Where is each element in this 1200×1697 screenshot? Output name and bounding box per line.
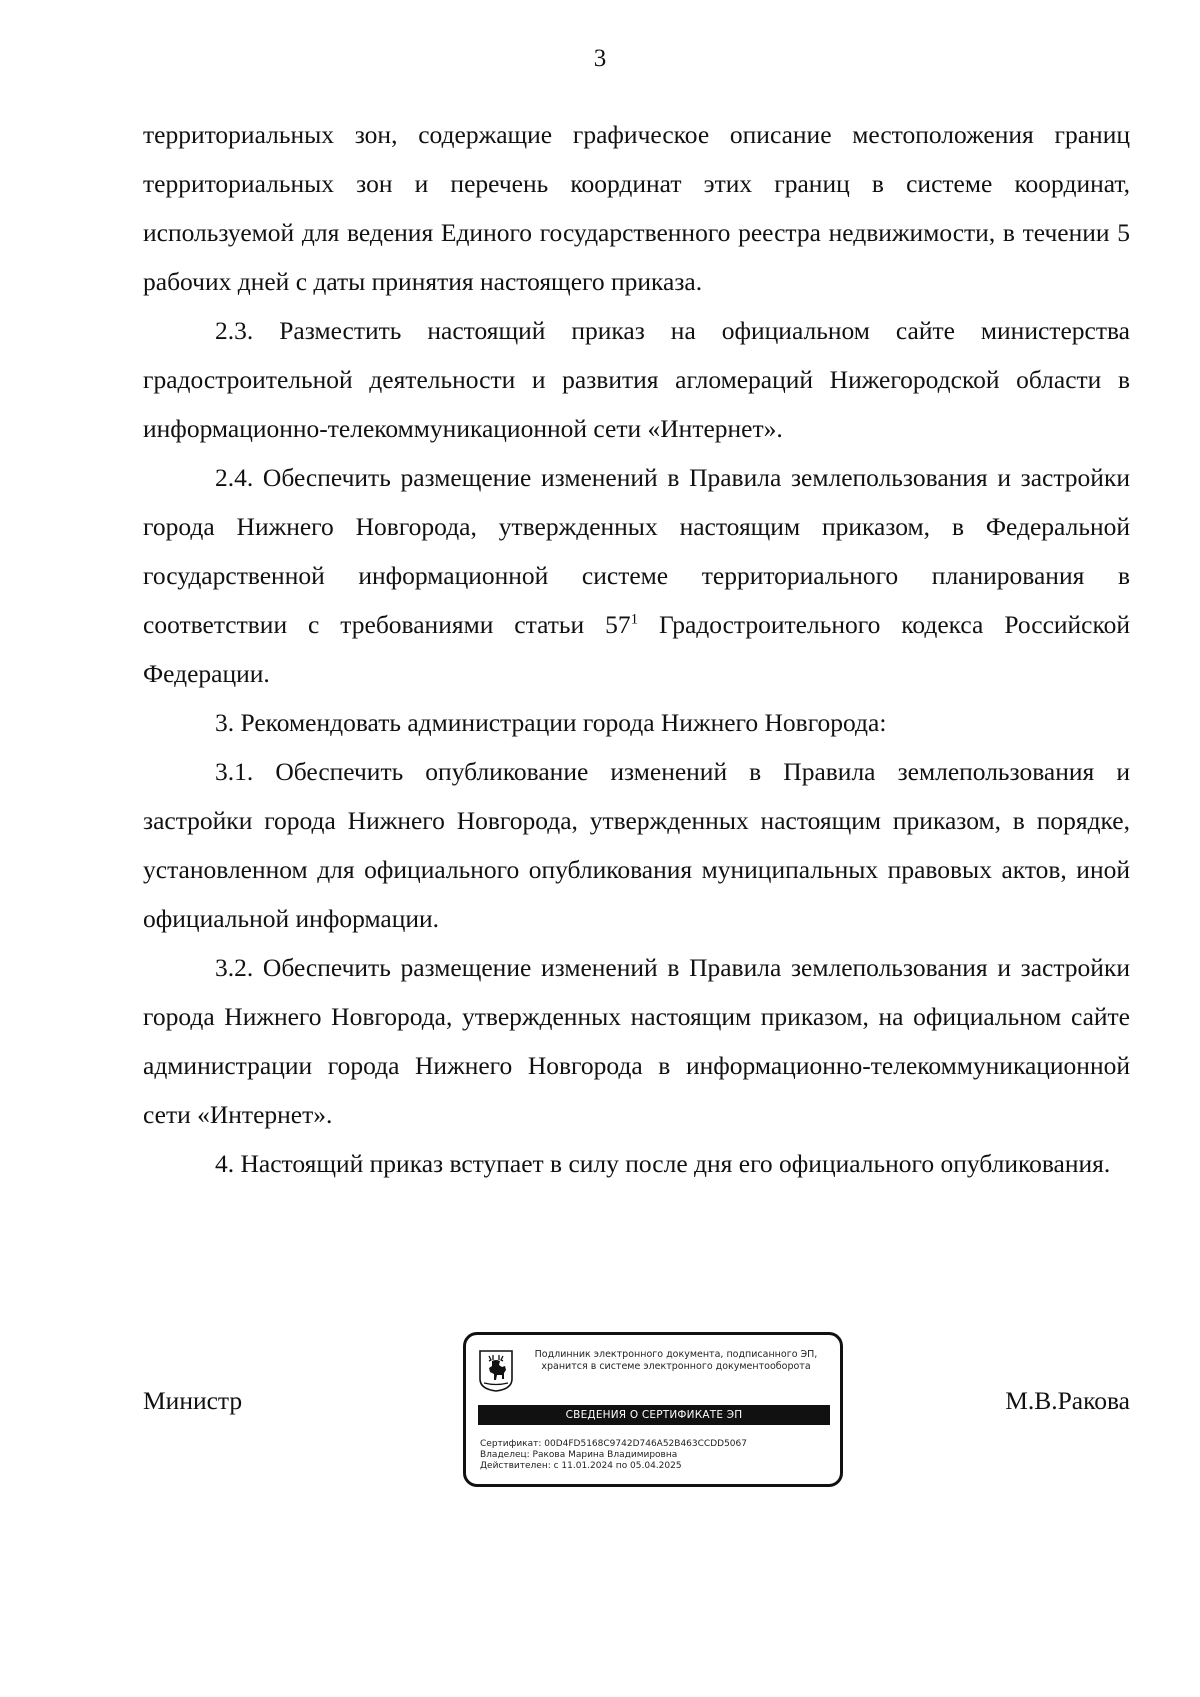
stamp-header — [518, 1349, 834, 1373]
certificate-number: Сертификат: 00D4FD5168C9742D746A52B463CCDD5067 — [480, 1439, 747, 1449]
signature-block — [143, 1332, 1130, 1532]
certificate-info-bar: СВЕДЕНИЯ О СЕРТИФИКАТЕ ЭП — [478, 1405, 830, 1425]
deer-emblem-icon — [478, 1349, 514, 1393]
stamp-header-line2: хранится в системе электронного документооборота — [541, 1361, 811, 1372]
stamp-header-line1: Подлинник электронного документа, подписанного ЭП, — [534, 1349, 818, 1360]
paragraph-2-4 — [143, 453, 1130, 698]
certificate-validity: Действителен: с 11.01.2024 по 05.04.2025 — [480, 1461, 682, 1471]
paragraph-4: 4. Настоящий приказ вступает в силу после дня его официального опубликования. — [215, 1149, 1111, 1178]
certificate-owner: Владелец: Ракова Марина Владимировна — [480, 1450, 678, 1460]
signer-name: М.В.Ракова — [1005, 1386, 1130, 1415]
paragraph-2-4-text: 2.4. Обеспечить размещение изменений в Правила землепользования и застройки города Нижнего Новгорода, утвержденных настоящим приказом, в Федеральной государственной информационной системе территориального планирования в соответствии с требованиями статьи 57 — [143, 463, 1130, 639]
paragraph-3: 3. Рекомендовать администрации города Нижнего Новгорода: — [215, 708, 887, 737]
paragraph-zones-continuation: территориальных зон, содержащие графическое описание местоположения границ территориальных зон и перечень координат этих границ в системе координат, используемой для ведения Единого государственного реестра недвижимости, в течении 5 рабочих дней с даты принятия настоящего приказа. — [143, 120, 1130, 296]
document-body — [143, 110, 1130, 1188]
certificate-details — [480, 1439, 830, 1472]
signer-title: Министр — [143, 1386, 243, 1415]
paragraph-3-2: 3.2. Обеспечить размещение изменений в Правила землепользования и застройки города Нижнего Новгорода, утвержденных настоящим приказом, на официальном сайте администрации города Нижнего Новгорода в информационно-телекоммуникационной сети «Интернет». — [143, 953, 1130, 1129]
paragraph-3-1: 3.1. Обеспечить опубликование изменений в Правила землепользования и застройки города Нижнего Новгорода, утвержденных настоящим приказом, в порядке, установленном для официального опубликования муниципальных правовых актов, иной официальной информации. — [143, 757, 1130, 933]
paragraph-2-4-tail: Градостроительного кодекса Российской Федерации. — [143, 610, 1130, 688]
electronic-signature-stamp — [463, 1332, 843, 1487]
page-number: 3 — [593, 45, 607, 72]
article-superscript: 1 — [630, 611, 639, 628]
paragraph-2-3: 2.3. Разместить настоящий приказ на официальном сайте министерства градостроительной деятельности и развития агломераций Нижегородской области в информационно-телекоммуникационной сети «Интернет». — [143, 316, 1130, 443]
